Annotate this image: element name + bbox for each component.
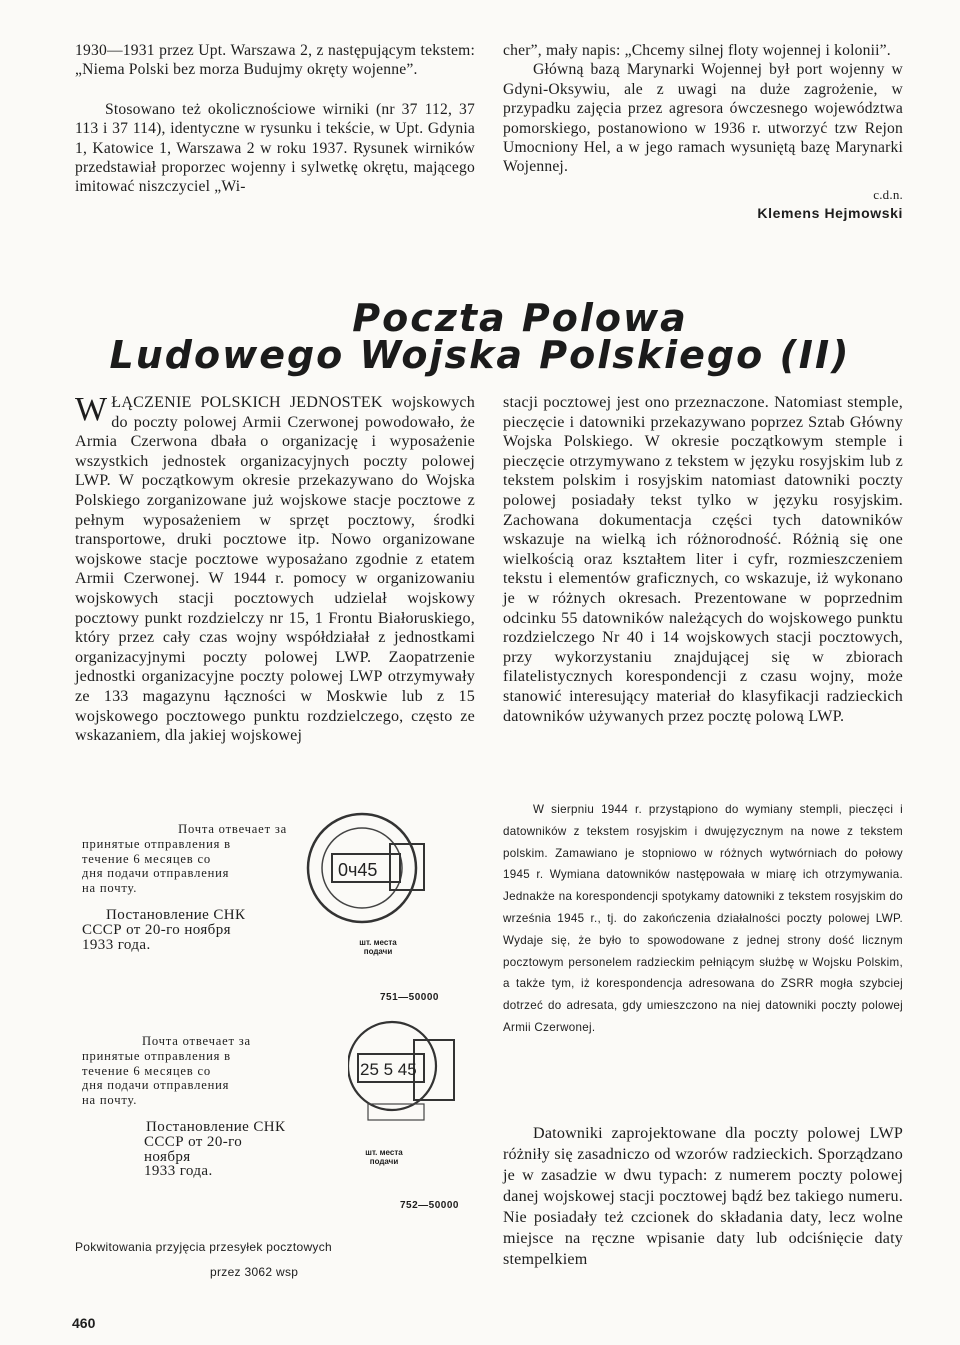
article-title-line-1: Poczta Polowa xyxy=(352,296,688,340)
page-number: 460 xyxy=(72,1315,96,1331)
receipt-1-postmark xyxy=(300,810,430,930)
author: Klemens Hejmowski xyxy=(757,205,903,222)
main-right-column xyxy=(503,393,903,726)
article-title-line-2: Ludowego Wojska Polskiego (II) xyxy=(109,333,851,377)
paragraph: 1930—1931 przez Upt. Warszawa 2, z następującym tekstem: „Niema Polski bez morza Budujmy okręty wojenne”. xyxy=(75,42,475,79)
postmark-date: 25 5 45 xyxy=(360,1060,417,1079)
receipt-2-code: 752—50000 xyxy=(400,1200,459,1211)
top-left-column xyxy=(75,41,475,197)
receipt-2-side-label: шт. места подачи xyxy=(365,1148,403,1166)
top-right-column xyxy=(503,41,903,224)
paragraph: Główną bazą Marynarki Wojennej był port wojenny w Gdyni-Oksywiu, ale z uwagi na duże zagrożenie, w przypadku zajęcia przez agresora ówczesnego województwa pomorskiego, postanowiono w 1936 r. utworzyć tzw Rejon Umocniony Hel, a w jego ramach wysuniętą bazę Marynarki Wojennej. xyxy=(503,61,903,176)
paragraph: Stosowano też okolicznościowe wirniki (nr 37 112, 37 113 i 37 114), identyczne w rysunku i tekście, w Upt. Gdynia 1, Katowice 1, Warszawa 2 w roku 1937. Rysunek wirników przedstawiał proporzec wojenny i sylwetkę okrętu, mającego imitować niszczyciel „Wi- xyxy=(75,100,475,196)
right-small-column xyxy=(503,799,903,1039)
receipt-1-notice: Почта отвечает за принятые отправления в течение 6 месяцев со дня подачи отправления на почту. Постановление СНК СССР от 20-го ноября 1933 года. xyxy=(82,822,287,953)
paragraph: Datowniki zaprojektowane dla poczty polowej LWP różniły się zasadniczo od wzorów radzieckich. Sporządzano je w zasadzie w dwu typach: z numerem poczty polowej danej wojskowej stacji pocztowej bądź bez takiego numeru. Nie posiadały też czcionek do składania daty, lecz wolne miejsce na ręczne wpisanie daty lub odciśnięcie daty stempelkiem xyxy=(503,1125,903,1268)
paragraph: cher”, mały napis: „Chcemy silnej floty wojennej i kolonii”. xyxy=(503,42,891,59)
paragraph: stacji pocztowej jest ono przeznaczone. Natomiast stemple, pieczęcie i datowniki przekazywano poprzez Sztab Główny Wojska Polskiego. W okresie początkowym stemple i pieczęcie otrzymywano z tekstem w języku rosyjskim lub z tekstem polskim i rosyjskim natomiast datowniki poczty polowej posiadały tekst tylko w języku rosyjskim. Zachowana dokumentacja części tych datowników wskazuje na wielką ich różnorodność. Różnią się one wielkością oraz kształtem liter i cyfr, rozmieszczeniem tekstu i elementów graficznych, co wskazuje, iż wykonano je w różnych okresach. Prezentowane w poprzednim odcinku 55 datowników należących do wojskowego punktu rozdzielczego Nr 40 i 14 wojskowych stacji pocztowych, przy wykorzystaniu znajdującej się w zbiorach filatelistycznych korespondencji z czasu wojny, może stanowić interesujący materiał do klasyfikacji radzieckich datowników używanych przez pocztę polową LWP. xyxy=(503,394,903,725)
receipt-2-postmark xyxy=(348,1010,468,1142)
right-bottom-column xyxy=(503,1123,903,1270)
drop-cap: W xyxy=(75,391,108,428)
figure-caption-line-2: przez 3062 wsp xyxy=(210,1265,299,1279)
receipt-2-notice: Почта отвечает за принятые отправления в течение 6 месяцев со дня подачи отправления на почту. Постановление СНК СССР от 20-го ноября 1933 года. xyxy=(82,1034,286,1180)
main-left-column xyxy=(75,393,475,746)
receipt-1-side-label: шт. места подачи xyxy=(359,938,397,956)
receipt-1-code: 751—50000 xyxy=(380,992,439,1003)
postmark-date: 0ч45 xyxy=(338,860,378,880)
paragraph: WŁĄCZENIE POLSKICH JEDNOSTEK wojskowych do poczty polowej Armii Czerwonej powodowało, że Armia Czerwona dbała o organizację i wyposażenie wszystkich jednostek organizacyjnych poczty polowej LWP. W początkowym okresie przekazywano do Wojska Polskiego zorganizowane już wojskowe stacje pocztowe z pełnym wyposażeniem w sprzęt pocztowy, środki transportowe, druki pocztowe itp. Nowo organizowane wojskowe stacje pocztowe wyposażano zgodnie z etatem Armii Czerwonej. W 1944 r. pomocy w organizowaniu wojskowych stacji pocztowych udzielał wojskowy pocztowy punkt rozdzielczy nr 15, 1 Frontu Białoruskiego, który przez cały czas wojny współdziałał z jednostkami organizacyjnymi poczty polowej LWP. Zaopatrzenie jednostki organizacyjne poczty polowej LWP otrzymywały ze 133 magazynu łączności w Moskwie lub z 15 wojskowego pocztowego punktu rozdzielczego, często ze wskazaniem, dla jakiej wojskowej xyxy=(75,391,475,745)
continued-note: c.d.n. xyxy=(873,186,903,202)
paragraph: W sierpniu 1944 r. przystąpiono do wymiany stempli, pieczęci i datowników z tekstem rosyjskim i dwujęzycznym na nowe z tekstem polskim. Zamawiano je stopniowo w różnych wytwórniach do połowy 1945 r. Wymiana datowników następowała w miarę ich otrzymywania. Jednakże na korespondencji spotykamy datowniki z tekstem rosyjskim do września 1945 r., tj. do zakończenia działalności poczty polowej LWP. Wydaje się, że było to spowodowane z jednej strony dość licznym pocztowym personelem radzieckim pełniącym służbę w Wojsku Polskim, a także tym, iż korespondencja adresowana do ZSRR mogła szybciej dotrzeć do adresata, gdy umieszczono na niej datowniki poczty polowej Armii Czerwonej. xyxy=(503,803,903,1034)
figure-caption-line-1: Pokwitowania przyjęcia przesyłek pocztowych xyxy=(75,1240,333,1254)
